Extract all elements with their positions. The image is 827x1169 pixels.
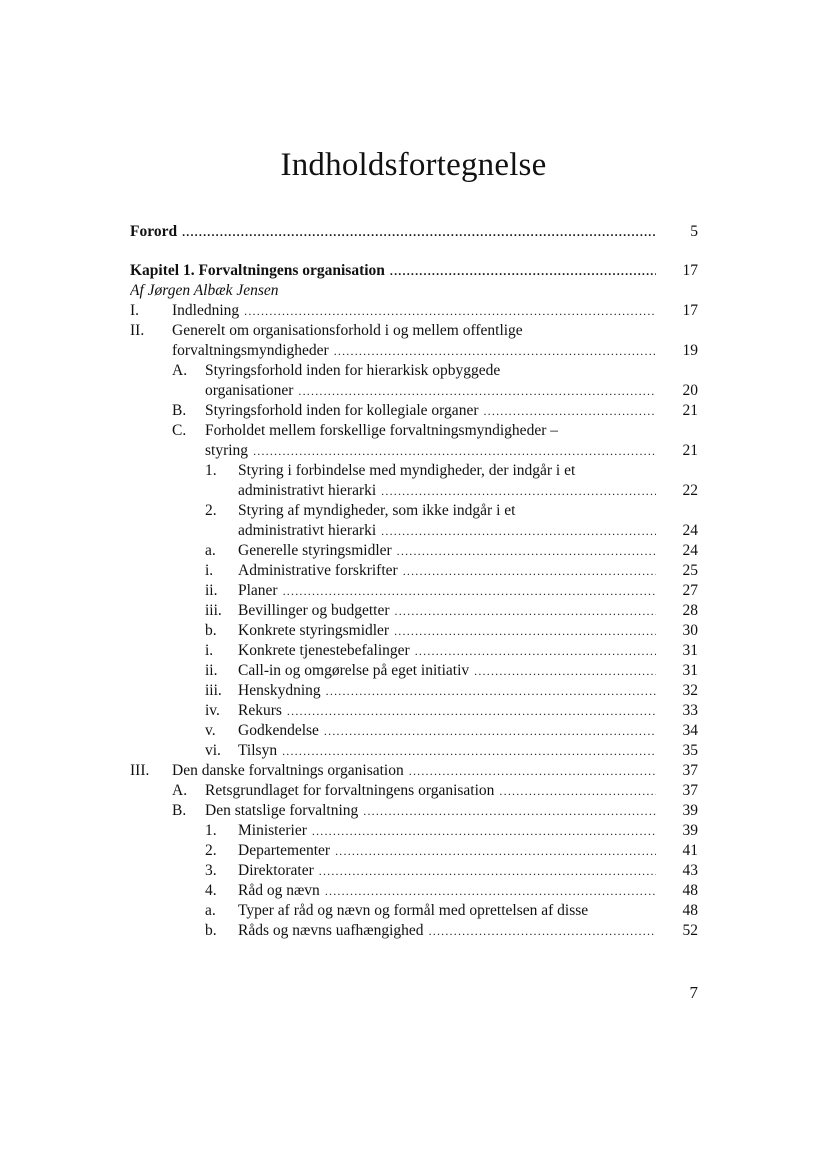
toc-entry-label: Typer af råd og nævn og formål med oprettelsen af disse xyxy=(238,902,589,919)
toc-page-number: 5 xyxy=(690,223,698,240)
dot-leader xyxy=(409,761,656,781)
toc-entry-number: 1. xyxy=(205,822,217,839)
toc-entry-number: 1. xyxy=(205,462,217,479)
dot-leader xyxy=(326,681,656,701)
toc-entry[interactable] xyxy=(130,421,698,441)
page-number: 7 xyxy=(689,983,698,1002)
toc-entry-label: Generelle styringsmidler xyxy=(238,542,392,559)
toc-entry-number: ii. xyxy=(205,662,218,679)
toc-page-number: 28 xyxy=(682,602,698,619)
toc-entry-number: a. xyxy=(205,542,216,559)
dot-leader xyxy=(287,701,656,721)
toc-entry[interactable] xyxy=(130,461,698,481)
toc-entry[interactable] xyxy=(130,581,698,601)
dot-leader xyxy=(381,521,656,541)
toc-entry-label: Indledning xyxy=(172,302,240,319)
toc-entry-label: Generelt om organisationsforhold i og mellem offentlige xyxy=(172,322,523,339)
dot-leader xyxy=(381,481,656,501)
dot-leader xyxy=(298,381,656,401)
toc-entry-label: Konkrete styringsmidler xyxy=(238,622,390,639)
toc-page-number: 20 xyxy=(682,382,698,399)
toc-page-number: 30 xyxy=(682,622,698,639)
toc-entry-continuation[interactable] xyxy=(130,521,698,541)
dot-leader xyxy=(182,222,656,242)
toc-page-number: 37 xyxy=(682,762,698,779)
toc-entry-label: Tilsyn xyxy=(238,742,278,759)
toc-entry-label: Styringsforhold inden for hierarkisk opbyggede xyxy=(205,362,501,379)
toc-entry-number: 4. xyxy=(205,882,217,899)
toc-entry-number: v. xyxy=(205,722,216,739)
dot-leader xyxy=(363,801,656,821)
toc-entry[interactable] xyxy=(130,901,698,921)
toc-entry-label: Bevillinger og budgetter xyxy=(238,602,390,619)
toc-entry-label: Råds og nævns uafhængighed xyxy=(238,922,424,939)
toc-entry-number: B. xyxy=(172,402,187,419)
toc-entry-label: Godkendelse xyxy=(238,722,319,739)
dot-leader xyxy=(325,881,656,901)
toc-entry-continuation[interactable] xyxy=(130,441,698,461)
dot-leader xyxy=(324,721,656,741)
dot-leader xyxy=(395,601,656,621)
dot-leader xyxy=(283,581,656,601)
toc-entry-number: I. xyxy=(130,302,140,319)
toc-entry-label: Forholdet mellem forskellige forvaltningsmyndigheder – xyxy=(205,422,558,439)
toc-entry-label: Råd og nævn xyxy=(238,882,320,899)
toc-entry-number: A. xyxy=(172,782,188,799)
toc-page-number: 19 xyxy=(682,342,698,359)
toc-page-number: 35 xyxy=(682,742,698,759)
dot-leader xyxy=(335,841,656,861)
toc-entry-number: 2. xyxy=(205,502,217,519)
dot-leader xyxy=(429,921,656,941)
dot-leader xyxy=(253,441,656,461)
dot-leader xyxy=(397,541,656,561)
toc-entry[interactable] xyxy=(130,721,698,741)
toc-page-number: 17 xyxy=(682,262,698,279)
toc-entry-label: Konkrete tjenestebefalinger xyxy=(238,642,410,659)
toc-entry-number: a. xyxy=(205,902,216,919)
toc-entry-label: Departementer xyxy=(238,842,331,859)
toc-entry-number: vi. xyxy=(205,742,221,759)
toc-entry-label: Planer xyxy=(238,582,278,599)
dot-leader xyxy=(483,401,656,421)
toc-entry[interactable] xyxy=(130,861,698,881)
toc-entry-number: ii. xyxy=(205,582,218,599)
toc-entry-label: Direktorater xyxy=(238,862,314,879)
toc-page-number: 21 xyxy=(682,442,698,459)
toc-entry[interactable] xyxy=(130,621,698,641)
toc-page-number: 31 xyxy=(682,662,698,679)
spacer xyxy=(130,242,698,261)
toc-page-number: 34 xyxy=(682,722,698,739)
toc-page-number: 25 xyxy=(682,562,698,579)
dot-leader xyxy=(474,661,656,681)
toc-entry-label-continued: styring xyxy=(205,442,249,459)
page-title: Indholdsfortegnelse xyxy=(280,147,547,183)
chapter-author: Af Jørgen Albæk Jensen xyxy=(130,282,279,299)
toc-entry-continuation[interactable] xyxy=(130,341,698,361)
toc-entry-continuation[interactable] xyxy=(130,481,698,501)
dot-leader xyxy=(403,561,656,581)
toc-page-number: 39 xyxy=(682,822,698,839)
toc-page-number: 32 xyxy=(682,682,698,699)
toc-page-number: 48 xyxy=(682,882,698,899)
toc-entry-number: C. xyxy=(172,422,187,439)
toc-entry-label: Rekurs xyxy=(238,702,282,719)
toc-page-number: 24 xyxy=(682,522,698,539)
toc-entry[interactable] xyxy=(130,741,698,761)
dot-leader xyxy=(334,341,656,361)
toc-entry-label: Call-in og omgørelse på eget initiativ xyxy=(238,662,470,679)
toc-page-number: 31 xyxy=(682,642,698,659)
toc-page-number: 27 xyxy=(682,582,698,599)
dot-leader xyxy=(415,641,656,661)
toc-entry-label: Styring i forbindelse med myndigheder, der indgår i et xyxy=(238,462,576,479)
dot-leader xyxy=(282,741,656,761)
dot-leader xyxy=(244,301,656,321)
toc-entry-number: B. xyxy=(172,802,187,819)
toc-entry[interactable] xyxy=(130,921,698,941)
toc-chapter-heading[interactable] xyxy=(130,261,698,281)
toc-entry-label: Administrative forskrifter xyxy=(238,562,398,579)
toc-entry[interactable] xyxy=(130,321,698,341)
toc-page-number: 39 xyxy=(682,802,698,819)
toc-entry-label: Henskydning xyxy=(238,682,321,699)
toc-entry[interactable] xyxy=(130,801,698,821)
toc-entry[interactable] xyxy=(130,881,698,901)
toc-entry-number: iii. xyxy=(205,602,222,619)
toc-page-number: 48 xyxy=(682,902,698,919)
toc-entry[interactable] xyxy=(130,681,698,701)
toc-page-number: 43 xyxy=(682,862,698,879)
table-of-contents xyxy=(130,222,698,941)
toc-entry-number: A. xyxy=(172,362,188,379)
toc-entry-continuation[interactable] xyxy=(130,381,698,401)
toc-entry[interactable] xyxy=(130,641,698,661)
toc-page-number: 52 xyxy=(682,922,698,939)
toc-entry[interactable] xyxy=(130,781,698,801)
toc-page-number: 24 xyxy=(682,542,698,559)
toc-entry-number: i. xyxy=(205,562,214,579)
toc-entry-label: Ministerier xyxy=(238,822,307,839)
toc-entry[interactable] xyxy=(130,561,698,581)
toc-entry-label: Styringsforhold inden for kollegiale organer xyxy=(205,402,479,419)
dot-leader xyxy=(312,821,656,841)
toc-entry-number: II. xyxy=(130,322,145,339)
toc-page-number: 21 xyxy=(682,402,698,419)
toc-entry-forord[interactable] xyxy=(130,222,698,242)
toc-entry-label: Retsgrundlaget for forvaltningens organisation xyxy=(205,782,495,799)
dot-leader xyxy=(499,781,656,801)
toc-entry-label-continued: organisationer xyxy=(205,382,294,399)
toc-entry-number: iv. xyxy=(205,702,220,719)
toc-entry[interactable] xyxy=(130,661,698,681)
toc-entry[interactable] xyxy=(130,601,698,621)
toc-entry-number: 3. xyxy=(205,862,217,879)
toc-entry[interactable] xyxy=(130,501,698,521)
toc-page-number: 37 xyxy=(682,782,698,799)
toc-entry-label-continued: administrativt hierarki xyxy=(238,482,377,499)
toc-entry-label-continued: forvaltningsmyndigheder xyxy=(172,342,329,359)
toc-entry[interactable] xyxy=(130,701,698,721)
toc-entry-number: b. xyxy=(205,922,217,939)
toc-entry[interactable] xyxy=(130,361,698,381)
toc-entry[interactable] xyxy=(130,401,698,421)
toc-entry-label: Styring af myndigheder, som ikke indgår i et xyxy=(238,502,516,519)
toc-entry[interactable] xyxy=(130,761,698,781)
chapter-title: Kapitel 1. Forvaltningens organisation xyxy=(130,262,385,279)
toc-entry-label: Forord xyxy=(130,223,178,240)
toc-page-number: 33 xyxy=(682,702,698,719)
toc-entry-label: Den statslige forvaltning xyxy=(205,802,359,819)
toc-page-number: 17 xyxy=(682,302,698,319)
chapter-author-row xyxy=(130,281,698,301)
toc-entry-number: iii. xyxy=(205,682,222,699)
dot-leader xyxy=(319,861,656,881)
toc-entry-number: i. xyxy=(205,642,214,659)
toc-entry[interactable] xyxy=(130,821,698,841)
toc-entry[interactable] xyxy=(130,541,698,561)
toc-entry-number: 2. xyxy=(205,842,217,859)
dot-leader xyxy=(394,621,656,641)
toc-entry-number: b. xyxy=(205,622,217,639)
toc-entry-label: Den danske forvaltnings organisation xyxy=(172,762,404,779)
toc-entry[interactable] xyxy=(130,841,698,861)
toc-page-number: 41 xyxy=(682,842,698,859)
toc-page-number: 22 xyxy=(682,482,698,499)
toc-entry[interactable] xyxy=(130,301,698,321)
dot-leader xyxy=(390,261,656,281)
toc-entry-label-continued: administrativt hierarki xyxy=(238,522,377,539)
toc-entry-number: III. xyxy=(130,762,150,779)
